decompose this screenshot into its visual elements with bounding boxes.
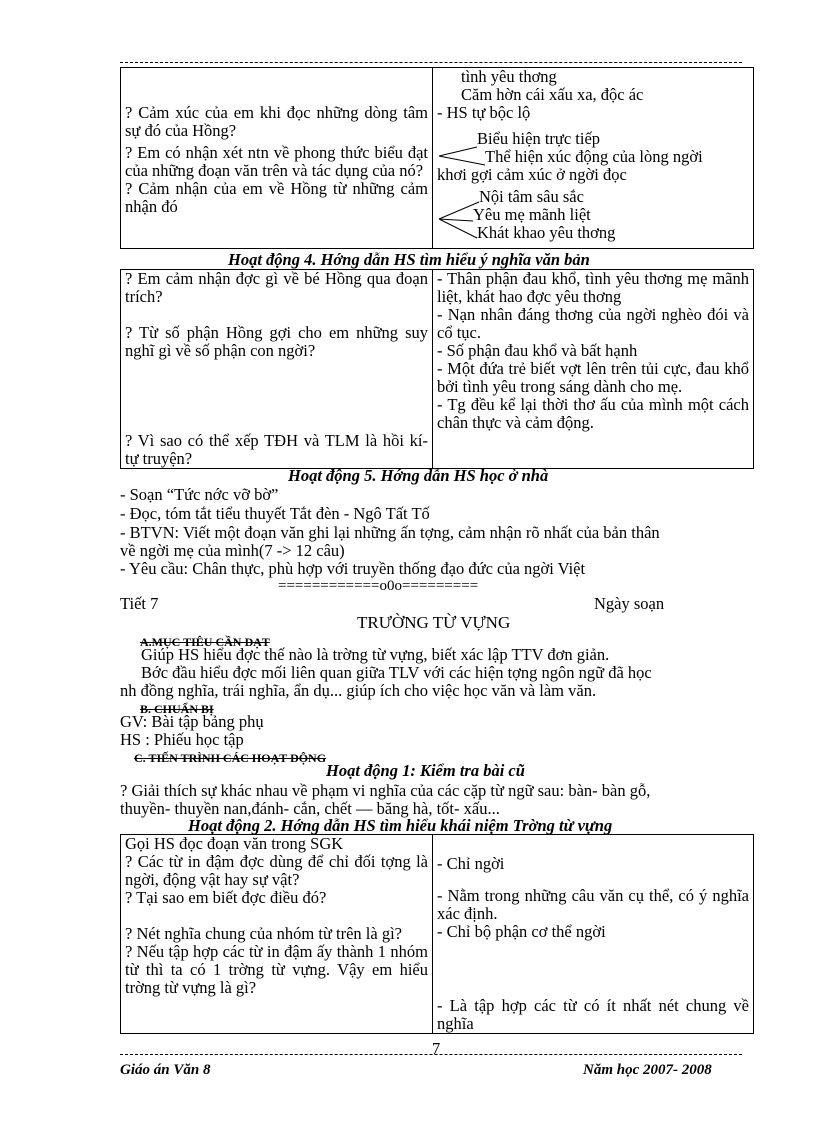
footer-right: Năm học 2007- 2008 [583, 1062, 712, 1078]
table2-answer-4: - Một đứa trẻ biết vợt lên trên tủi cực, đau khổ bởi tình yêu trong sáng dành cho mẹ. [437, 359, 749, 396]
homework-line-3: - BTVN: Viết một đoạn văn ghi lại những ấn tợng, cảm nhận rõ nhất của bản thân [120, 523, 660, 542]
activity-4-heading: Hoạt động 4. Hớng dẫn HS tìm hiểu ý nghĩa văn bản [228, 250, 590, 269]
table1-question-2: ? Em có nhận xét ntn về phong thức biểu đạt của những đoạn văn trên và tác dụng của nó? [125, 143, 428, 180]
branch-lines-icon [433, 68, 763, 258]
discussion-table-2 [120, 269, 754, 469]
table2-answer-5: - Tg đều kể lại thời thơ ấu của mình một cách chân thực và cảm động. [437, 395, 749, 432]
table2-left-cell [121, 270, 433, 469]
table2-question-3: ? Vì sao có thể xếp TĐH và TLM là hồi kí- tự truyện? [125, 431, 428, 468]
table1-branch1-tail: khơi gợi cảm xúc ở ngời đọc [437, 165, 627, 184]
lesson-number: Tiết 7 [120, 594, 159, 613]
goal-line-1: Giúp HS hiểu đợc thế nào là trờng từ vựng, biết xác lập TTV đơn giản. [141, 645, 610, 664]
prep-student: HS : Phiếu học tập [120, 730, 244, 749]
table3-answer-4: - Là tập hợp các từ có ít nhất nét chung về nghĩa [437, 996, 749, 1033]
table3-question-2: ? Tại sao em biết đợc điều đó? [125, 888, 327, 907]
table1-branch1-b: Thể hiện xúc động của lòng ngời [485, 147, 703, 166]
table2-answer-2: - Nạn nhân đáng thơng của ngời nghèo đói và cổ tục. [437, 305, 749, 342]
section-a-heading: A.MỤC TIÊU CẦN ĐẠT [140, 635, 270, 649]
homework-line-1: - Soạn “Tức nớc vỡ bờ” [120, 485, 279, 504]
section-b-heading: B. CHUẨN BỊ [140, 702, 214, 716]
activity-2-heading: Hoạt động 2. Hớng dẫn HS tìm hiểu khái niệm Trờng từ vựng [188, 816, 613, 835]
table1-branch1-a: Biểu hiện trực tiếp [477, 129, 601, 148]
header-rule [120, 62, 742, 63]
table3-question-1: ? Các từ in đậm đợc dùng để chỉ đối tợng là ngời, động vật hay sự vật? [125, 852, 428, 889]
table1-answer-1: - HS tự bộc lộ [437, 103, 531, 122]
goal-line-2: Bớc đầu hiểu đợc mối liên quan giữa TLV với các hiện tợng ngôn ngữ đã học [141, 663, 652, 682]
homework-line-5: - Yêu cầu: Chân thực, phù hợp với truyền thống đạo đức của ngời Việt [120, 559, 586, 578]
discussion-table-1 [120, 67, 754, 249]
table3-intro: Gọi HS đọc đoạn văn trong SGK [125, 834, 344, 853]
separator: ============o0o========= [278, 578, 479, 594]
page-title: TRƯỜNG TỪ VỰNG [357, 613, 511, 632]
table3-right-cell [433, 835, 754, 1034]
page-number: 7 [432, 1039, 441, 1058]
table1-right-top-1: tình yêu thơng [461, 67, 557, 86]
table1-branch2-c: Khát khao yêu thơng [477, 223, 616, 242]
table2-question-2: ? Từ số phận Hồng gợi cho em những suy nghĩ gì về số phận con ngời? [125, 323, 428, 360]
review-line-1: ? Giải thích sự khác nhau về phạm vi nghĩa của các cặp từ ngữ sau: bàn- bàn gỗ, [120, 781, 651, 800]
footer-rule [120, 1054, 742, 1055]
table3-question-3: ? Nét nghĩa chung của nhóm từ trên là gì? [125, 924, 402, 943]
table1-right-top-2: Căm hờn cái xấu xa, độc ác [461, 85, 644, 104]
table1-question-3: ? Cảm nhận của em về Hồng từ những cảm nhận đó [125, 179, 428, 216]
table2-answer-1: - Thân phận đau khổ, tình yêu thơng mẹ mãnh liệt, khát hao đợc yêu thơng [437, 269, 749, 306]
table3-answer-1: - Chỉ ngời [437, 854, 505, 873]
homework-line-4: về ngời mẹ của mình(7 -> 12 câu) [120, 541, 345, 560]
table2-right-cell [433, 270, 754, 469]
table1-right-cell [433, 68, 754, 249]
table2-question-1: ? Em cảm nhận đợc gì về bé Hồng qua đoạn trích? [125, 269, 428, 306]
activity-1-heading: Hoạt động 1: Kiểm tra bài cũ [326, 761, 525, 780]
prep-teacher: GV: Bài tập bảng phụ [120, 712, 264, 731]
date-label: Ngày soạn [594, 594, 665, 613]
table1-question-1: ? Cảm xúc của em khi đọc những dòng tâm sự đó của Hồng? [125, 103, 428, 140]
table1-left-cell [121, 68, 433, 249]
table3-answer-3: - Chỉ bộ phận cơ thể ngời [437, 922, 606, 941]
table3-question-4: ? Nếu tập hợp các từ in đậm ấy thành 1 nhóm từ thì ta có 1 trờng từ vựng. Vậy em hiểu trờng từ vựng là gì? [125, 942, 428, 997]
section-c-heading: C. TIẾN TRÌNH CÁC HOẠT ĐỘNG [134, 751, 327, 765]
activity-5-heading: Hoạt động 5. Hớng dẫn HS học ở nhà [288, 466, 549, 485]
table2-answer-3: - Số phận đau khổ và bất hạnh [437, 341, 638, 360]
table1-branch2-a: Nội tâm sâu sắc [479, 187, 584, 206]
discussion-table-3 [120, 834, 754, 1034]
table3-left-cell [121, 835, 433, 1034]
table1-branch2-b: Yêu mẹ mãnh liệt [473, 205, 591, 224]
table3-answer-2: - Nằm trong những câu văn cụ thể, có ý nghĩa xác định. [437, 886, 749, 923]
homework-line-2: - Đọc, tóm tắt tiểu thuyết Tắt đèn - Ngô Tất Tố [120, 504, 430, 523]
review-line-2: thuyền- thuyền nan,đánh- cắn, chết — băng hà, tốt- xấu... [120, 799, 500, 818]
goal-line-3: nh đồng nghĩa, trái nghĩa, ẩn dụ... giúp ích cho việc học văn và làm văn. [120, 681, 597, 700]
footer-left: Giáo án Văn 8 [120, 1062, 211, 1078]
